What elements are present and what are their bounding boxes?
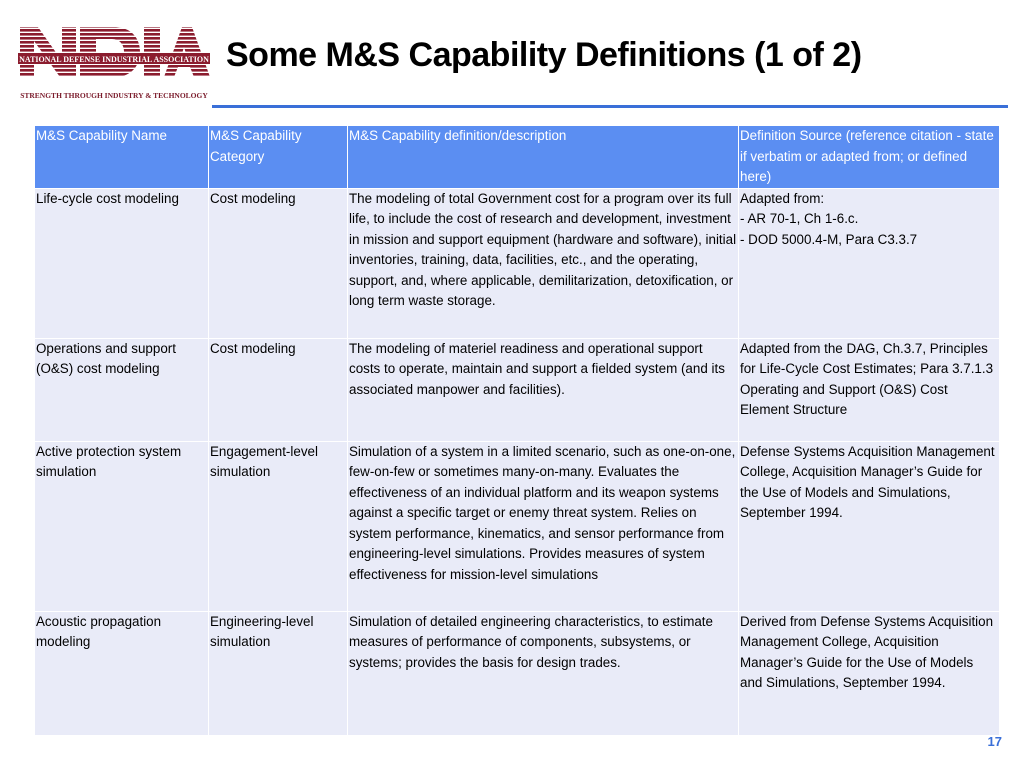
page-number: 17 (987, 734, 1002, 749)
table-row (35, 611, 1000, 735)
logo-organization-name: NATIONAL DEFENSE INDUSTRIAL ASSOCIATION (19, 55, 209, 64)
cell-definition-source: Defense Systems Acquisition Management College, Acquisition Manager’s Guide for the Use of Models and Simulations, September 1994. (739, 441, 1000, 611)
cell-capability-category: Cost modeling (209, 338, 348, 441)
cell-definition-source: Adapted from the DAG, Ch.3.7, Principles for Life-Cycle Cost Estimates; Para 3.7.1.3 Operating and Support (O&S) Cost Element Structure (739, 338, 1000, 441)
header-capability-name: M&S Capability Name (35, 126, 209, 189)
cell-definition-source: Adapted from: - AR 70-1, Ch 1-6.c. - DOD 5000.4-M, Para C3.3.7 (739, 188, 1000, 338)
definitions-table-container (34, 125, 999, 736)
definitions-table (34, 125, 1000, 736)
table-header-row (35, 126, 1000, 189)
logo-tagline: STRENGTH THROUGH INDUSTRY & TECHNOLOGY (20, 91, 208, 100)
cell-capability-definition: Simulation of a system in a limited scenario, such as one-on-one, few-on-few or sometimes many-on-many. Evaluates the effectiveness of an individual platform and its weapon systems against a specific target or enemy threat system. Relies on system performance, kinematics, and sensor performance from engineering-level simulations. Provides measures of system effectiveness for mission-level simulations (348, 441, 739, 611)
header-capability-category: M&S Capability Category (209, 126, 348, 189)
cell-definition-source: Derived from Defense Systems Acquisition Management College, Acquisition Manager’s Guide for the Use of Models and Simulations, September 1994. (739, 611, 1000, 735)
table-row (35, 441, 1000, 611)
ndia-logo (18, 25, 210, 101)
title-underline (212, 105, 1008, 108)
table-row (35, 338, 1000, 441)
slide-title: Some M&S Capability Definitions (1 of 2) (226, 36, 862, 74)
header-capability-definition: M&S Capability definition/description (348, 126, 739, 189)
cell-capability-definition: Simulation of detailed engineering characteristics, to estimate measures of performance of components, subsystems, or systems; provides the basis for design trades. (348, 611, 739, 735)
cell-capability-definition: The modeling of total Government cost for a program over its full life, to include the cost of research and development, investment in mission and support equipment (hardware and software), initial inventories, training, data, facilities, etc., and the operating, support, and, where applicable, demilitarization, detoxification, or long term waste storage. (348, 188, 739, 338)
cell-capability-category: Cost modeling (209, 188, 348, 338)
cell-capability-definition: The modeling of materiel readiness and operational support costs to operate, maintain and support a fielded system (and its associated manpower and facilities). (348, 338, 739, 441)
cell-capability-name: Life-cycle cost modeling (35, 188, 209, 338)
cell-capability-category: Engagement-level simulation (209, 441, 348, 611)
cell-capability-name: Active protection system simulation (35, 441, 209, 611)
cell-capability-name: Operations and support (O&S) cost modeling (35, 338, 209, 441)
header-definition-source: Definition Source (reference citation - state if verbatim or adapted from; or defined here) (739, 126, 1000, 189)
cell-capability-category: Engineering-level simulation (209, 611, 348, 735)
cell-capability-name: Acoustic propagation modeling (35, 611, 209, 735)
table-row (35, 188, 1000, 338)
